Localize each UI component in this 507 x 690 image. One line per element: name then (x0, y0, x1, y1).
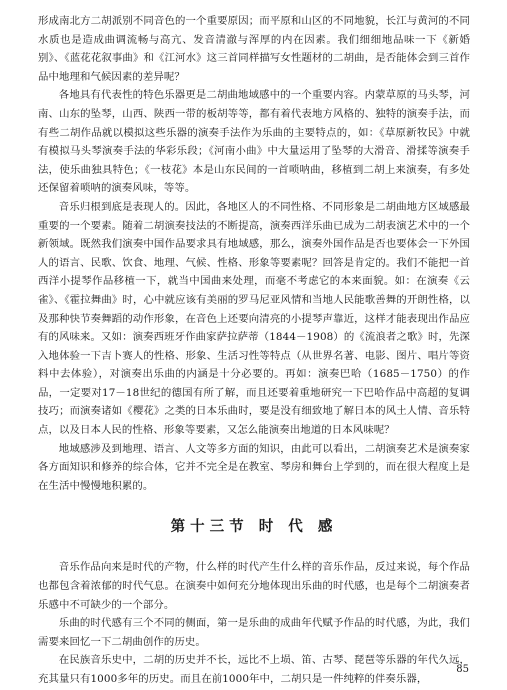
body-paragraph: 形成南北方二胡派别不同音色的一个重要原因；而平原和山区的不同地貌，长江与黄河的不同水质也是造成曲调流畅与高亢、发音清澈与浑厚的内在因素。我们细细地品味一下《新婚别》、《蓝花花叙事曲》和《江河水》这三首同样描写女性题材的二胡曲，是否能体会到三首作品中地理和气候因素的差异呢？ (38, 15, 470, 83)
body-paragraph: 地域感涉及到地理、语言、人文等多方面的知识，由此可以看出，二胡演奏艺术是演奏家各方面知识和修养的综合体，它并不完全是在教室、琴房和舞台上学到的，而在很大程度上是在生活中慢慢地积累的。 (38, 442, 470, 492)
body-paragraph: 各地具有代表性的特色乐器更是二胡曲地域感中的一个重要内容。内蒙草原的马头琴，河南、山东的坠琴，山西、陕西一带的板胡等等，都有着代表地方风格的、独特的演奏手法，而有些二胡作品就以模拟这些乐器的演奏手法作为乐曲的主要特点的，如：《草原新牧民》中就有模拟马头琴演奏手法的华彩乐段；《河南小曲》中大量运用了坠琴的大滑音、滑揉等演奏手法，使乐曲独具特色；《一枝花》本是山东民间的一首唢呐曲，移植到二胡上来演奏，有多处还保留着唢呐的演奏风味，等等。 (38, 89, 470, 195)
page-body (38, 12, 470, 689)
body-paragraph: 在民族音乐史中，二胡的历史并不长，远比不上埙、笛、古琴、琵琶等乐器的年代久远，充其量只有1000多年的历史。而且在前1000年中，二胡只是一件纯粹的伴奏乐器， (38, 654, 470, 685)
page-number: 85 (456, 664, 469, 675)
body-paragraph: 音乐作品向来是时代的产物，什么样的时代产生什么样的音乐作品，反过来说，每个作品也都包含着浓郁的时代气息。在演奏中如何充分地体现出乐曲的时代感，也是每个二胡演奏者乐感中不可缺少的一个部分。 (38, 561, 470, 611)
body-paragraph: 音乐归根到底是表现人的。因此，各地区人的不同性格、不同形象是二胡曲地方区域感最重要的一个要素。随着二胡演奏技法的不断提高，演奏西洋乐曲已成为二胡表演艺术中的一个新领域。既然我们演奏中国作品要求具有地域感，那么，演奏外国作品是否也要体会一下外国人的语言、民歌、饮食、地理、气候、性格、形象等要素呢？回答是肯定的。我们不能把一首西洋小提琴作品移植一下，就当中国曲来处理，而毫不考虑它的本来面貌。如：在演奏《云雀》、《霍拉舞曲》时，心中就应该有美丽的罗马尼亚风情和当地人民能歌善舞的开朗性格，以及那种快节奏舞蹈的动作形象，在音色上还要向清亮的小提琴声靠近，这样才能表现出作品应有的风味来。又如：演奏西班牙作曲家萨拉萨蒂（1844－1908）的《流浪者之歌》时，先深入地体验一下吉卜赛人的性格、形象、生活习性等特点（从世界名著、电影、图片、唱片等资料中去体验），对演奏出乐曲的内涵是十分必要的。再如：演奏巴哈（1685－1750）的作品，一定要对17－18世纪的德国有所了解，而且还要着重地研究一下巴哈作品中高超的复调技巧；而演奏诸如《樱花》之类的日本乐曲时，要是没有细致地了解日本的风土人情、音乐特点，以及日本人民的性格、形象等要素，又怎么能演奏出地道的日本风味呢？ (38, 200, 470, 437)
body-paragraph: 乐曲的时代感有三个不同的侧面，第一是乐曲的成曲年代赋予作品的时代感，为此，我们需要来回忆一下二胡曲创作的历史。 (38, 617, 470, 648)
section-heading: 第十三节 时 代 感 (170, 519, 338, 536)
